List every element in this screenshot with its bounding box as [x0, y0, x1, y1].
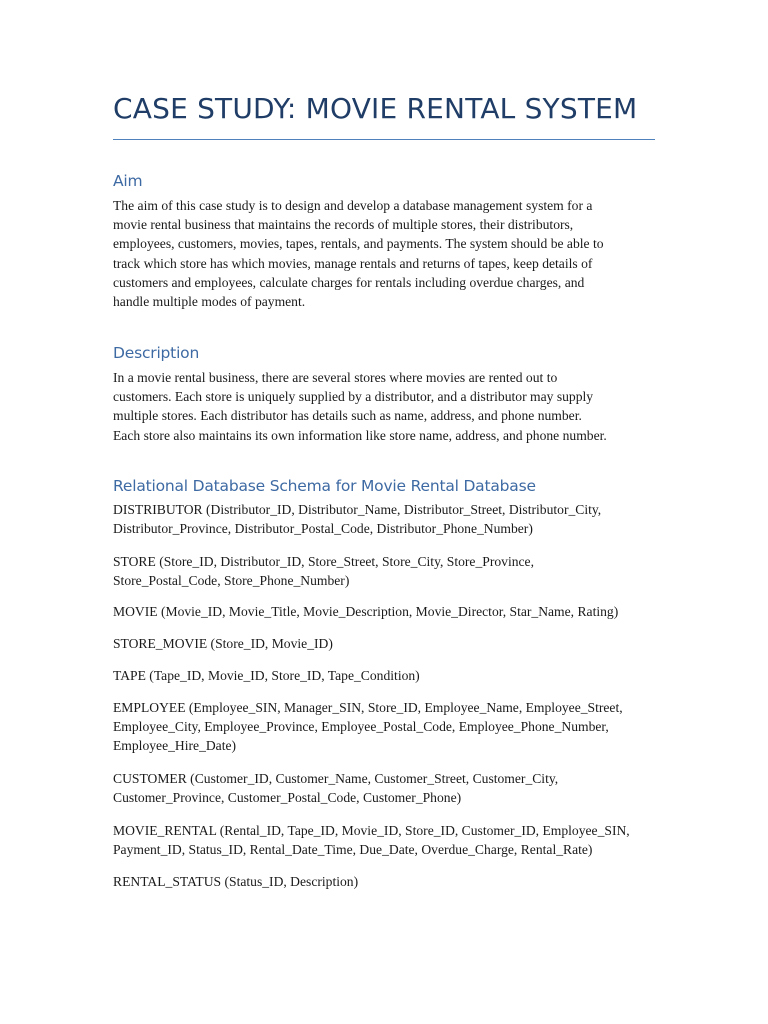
paragraph-line: customers and employees, calculate charges for rentals including overdue charges, and — [113, 274, 585, 290]
schema-line: Payment_ID, Status_ID, Rental_Date_Time, Due_Date, Overdue_Charge, Rental_Rate) — [113, 842, 593, 858]
schema-line: MOVIE (Movie_ID, Movie_Title, Movie_Description, Movie_Director, Star_Name, Rating) — [113, 604, 619, 619]
paragraph-line: Each store also maintains its own information like store name, address, and phone number. — [113, 427, 607, 443]
aim-paragraph — [113, 196, 658, 311]
description-paragraph — [113, 368, 658, 445]
paragraph-line: movie rental business that maintains the records of multiple stores, their distributors, — [113, 217, 574, 233]
schema-entry-distributor — [113, 500, 658, 538]
paragraph-line: customers. Each store is uniquely supplied by a distributor, and a distributor may supply — [113, 389, 594, 405]
schema-line: MOVIE_RENTAL (Rental_ID, Tape_ID, Movie_ID, Store_ID, Customer_ID, Employee_SIN, — [113, 823, 630, 838]
schema-line: Distributor_Province, Distributor_Postal_Code, Distributor_Phone_Number) — [113, 521, 533, 537]
paragraph-line: The aim of this case study is to design and develop a database management system for a — [113, 198, 593, 213]
schema-line: RENTAL_STATUS (Status_ID, Description) — [113, 874, 359, 889]
schema-line: Customer_Province, Customer_Postal_Code, Customer_Phone) — [113, 790, 462, 806]
schema-line: STORE_MOVIE (Store_ID, Movie_ID) — [113, 636, 333, 651]
paragraph-line: handle multiple modes of payment. — [113, 294, 306, 310]
schema-entry-movie-rental — [113, 821, 658, 859]
paragraph-line: multiple stores. Each distributor has details such as name, address, and phone number. — [113, 408, 582, 424]
schema-line: CUSTOMER (Customer_ID, Customer_Name, Customer_Street, Customer_City, — [113, 771, 559, 786]
description-heading: Description — [113, 344, 200, 362]
schema-line: DISTRIBUTOR (Distributor_ID, Distributor_Name, Distributor_Street, Distributor_City, — [113, 502, 602, 517]
schema-line: TAPE (Tape_ID, Movie_ID, Store_ID, Tape_Condition) — [113, 668, 420, 683]
paragraph-line: In a movie rental business, there are several stores where movies are rented out to — [113, 370, 558, 385]
schema-entry-customer — [113, 769, 658, 807]
schema-entry-rental-status — [113, 872, 658, 891]
paragraph-line: employees, customers, movies, tapes, rentals, and payments. The system should be able to — [113, 236, 604, 252]
schema-line: EMPLOYEE (Employee_SIN, Manager_SIN, Store_ID, Employee_Name, Employee_Street, — [113, 700, 623, 715]
schema-line: Store_Postal_Code, Store_Phone_Number) — [113, 573, 350, 589]
title-underline — [113, 139, 655, 140]
schema-line: Employee_City, Employee_Province, Employee_Postal_Code, Employee_Phone_Number, — [113, 719, 609, 735]
aim-heading: Aim — [113, 172, 143, 190]
document-title: CASE STUDY: MOVIE RENTAL SYSTEM — [113, 92, 638, 125]
schema-heading: Relational Database Schema for Movie Rental Database — [113, 477, 536, 495]
schema-entry-store-movie — [113, 634, 658, 653]
schema-entry-employee — [113, 698, 658, 756]
schema-entry-tape — [113, 666, 658, 685]
schema-entry-movie — [113, 602, 658, 621]
paragraph-line: track which store has which movies, manage rentals and returns of tapes, keep details of — [113, 255, 593, 271]
schema-line: Employee_Hire_Date) — [113, 738, 237, 754]
schema-line: STORE (Store_ID, Distributor_ID, Store_Street, Store_City, Store_Province, — [113, 554, 534, 569]
schema-entry-store — [113, 552, 658, 590]
